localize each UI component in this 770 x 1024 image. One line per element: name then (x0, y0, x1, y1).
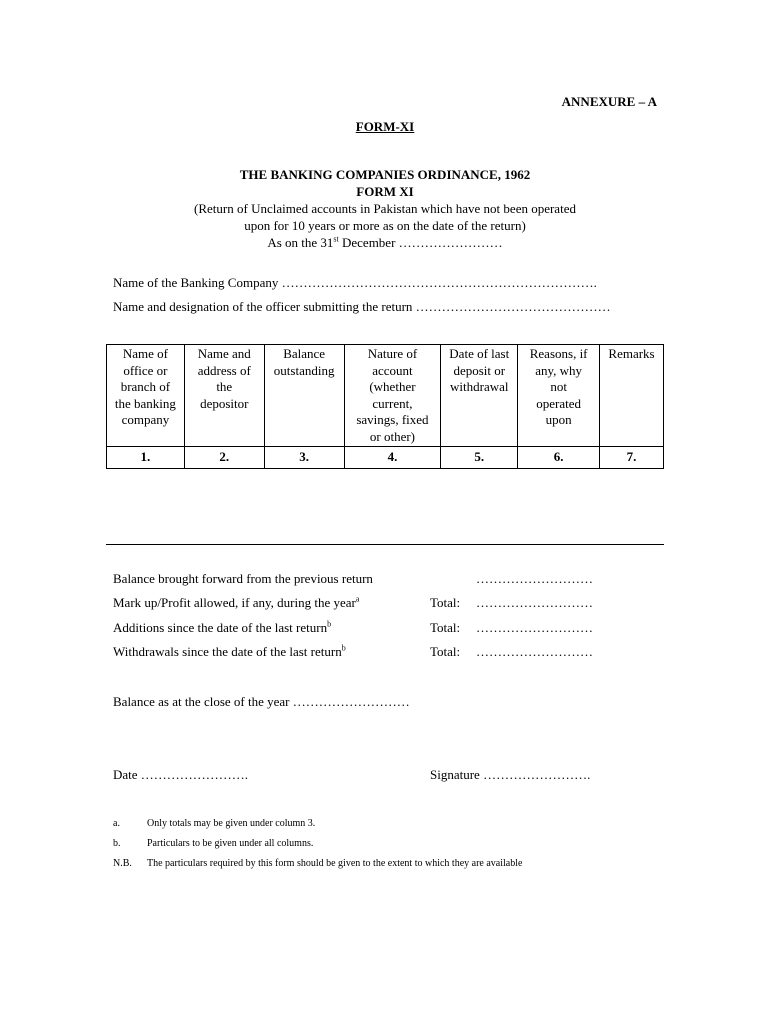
col-header-reasons (518, 345, 600, 447)
date-field[interactable]: Date ……………………. (113, 767, 249, 782)
header-line: Date of last (449, 346, 510, 361)
col-number: 3. (264, 447, 344, 469)
footnote-mark: b. (113, 838, 121, 849)
table-number-row (107, 447, 664, 469)
col-number: 4. (344, 447, 441, 469)
additions-label (113, 620, 331, 636)
footnote-text: Only totals may be given under column 3. (147, 818, 316, 829)
withdrawals-text: Withdrawals since the date of the last return (113, 644, 342, 659)
header-line: the (216, 379, 233, 394)
footnote-item (113, 834, 522, 854)
additions-total-blank[interactable]: ……………………… (476, 620, 593, 635)
withdrawals-total-label: Total: (430, 644, 461, 659)
header-line: savings, fixed (356, 412, 429, 427)
footnote-item (113, 814, 522, 834)
divider-line (106, 544, 664, 545)
col-number: 7. (600, 447, 664, 469)
header-line: Remarks (608, 346, 655, 361)
footnotes (113, 814, 522, 874)
footnote-item (113, 854, 522, 874)
return-description-1: (Return of Unclaimed accounts in Pakistan which have not been operated (194, 201, 576, 216)
withdrawals-total-blank[interactable]: ……………………… (476, 644, 593, 659)
header-line: upon (545, 412, 572, 427)
markup-label (113, 595, 359, 611)
brought-forward-blank[interactable]: ……………………… (476, 571, 593, 586)
header-line: Name of (122, 346, 168, 361)
ordinance-title: THE BANKING COMPANIES ORDINANCE, 1962 (239, 167, 531, 182)
header-line: Reasons, if (529, 346, 588, 361)
header-line: not (550, 379, 567, 394)
officer-field[interactable]: Name and designation of the officer submitting the return ……………………………………… (113, 299, 611, 314)
footnote-ref: b (327, 619, 332, 629)
col-header-nature (344, 345, 441, 447)
footnote-mark: N.B. (113, 858, 132, 869)
col-header-remarks (600, 345, 664, 447)
markup-total-blank[interactable]: ……………………… (476, 595, 593, 610)
col-header-balance (264, 345, 344, 447)
header-line: deposit or (453, 362, 506, 378)
return-description-2: upon for 10 years or more as on the date of the return) (244, 218, 526, 233)
bank-company-field[interactable]: Name of the Banking Company ………………………………………………………………. (113, 275, 597, 290)
header-line: the banking (114, 395, 176, 411)
withdrawals-label (113, 644, 346, 660)
col-header-office (107, 345, 185, 447)
header-line: depositor (200, 395, 249, 411)
col-number: 5. (441, 447, 518, 469)
footnote-ref: b (341, 643, 346, 653)
footnote-text: The particulars required by this form should be given to the extent to which they are available (147, 858, 523, 869)
header-line: withdrawal (450, 379, 509, 394)
col-number: 2. (184, 447, 264, 469)
as-on-text: As on the 31 (267, 235, 334, 250)
footnote-text: Particulars to be given under all columns. (147, 838, 314, 849)
header-line: Balance (283, 346, 326, 361)
col-header-depositor (184, 345, 264, 447)
markup-text: Mark up/Profit allowed, if any, during the year (113, 595, 356, 610)
annexure-label: ANNEXURE – A (561, 94, 657, 109)
col-number: 1. (107, 447, 185, 469)
header-line: (whether (369, 379, 416, 394)
accounts-table (106, 344, 664, 469)
header-line: company (121, 412, 170, 427)
footnote-mark: a. (113, 818, 120, 829)
signature-field[interactable]: Signature ……………………. (430, 767, 591, 782)
header-line: or other) (369, 428, 415, 444)
additions-text: Additions since the date of the last return (113, 620, 328, 635)
as-on-date (0, 234, 770, 251)
col-header-date (441, 345, 518, 447)
form-heading (0, 166, 770, 251)
header-line: current, (372, 395, 413, 411)
header-line: outstanding (273, 362, 335, 378)
footnote-ref: a (355, 594, 360, 604)
header-line: branch of (120, 379, 171, 394)
ordinal-suffix: st (333, 234, 339, 244)
header-line: account (372, 362, 413, 378)
header-line: any, why (535, 362, 583, 378)
additions-total-label: Total: (430, 620, 461, 635)
closing-balance-field[interactable]: Balance as at the close of the year ……………………… (113, 694, 410, 709)
header-line: Name and (197, 346, 251, 361)
as-on-blank[interactable]: December …………………… (338, 235, 503, 250)
form-title: FORM-XI (355, 119, 415, 134)
markup-total-label: Total: (430, 595, 461, 610)
header-line: operated (536, 395, 581, 411)
header-line: office or (123, 362, 168, 378)
brought-forward-label: Balance brought forward from the previous return (113, 571, 373, 586)
table-header-row (107, 345, 664, 447)
col-number: 6. (518, 447, 600, 469)
header-line: Nature of (367, 346, 418, 361)
header-line: address of (197, 362, 251, 378)
form-subtitle: FORM XI (356, 184, 414, 199)
